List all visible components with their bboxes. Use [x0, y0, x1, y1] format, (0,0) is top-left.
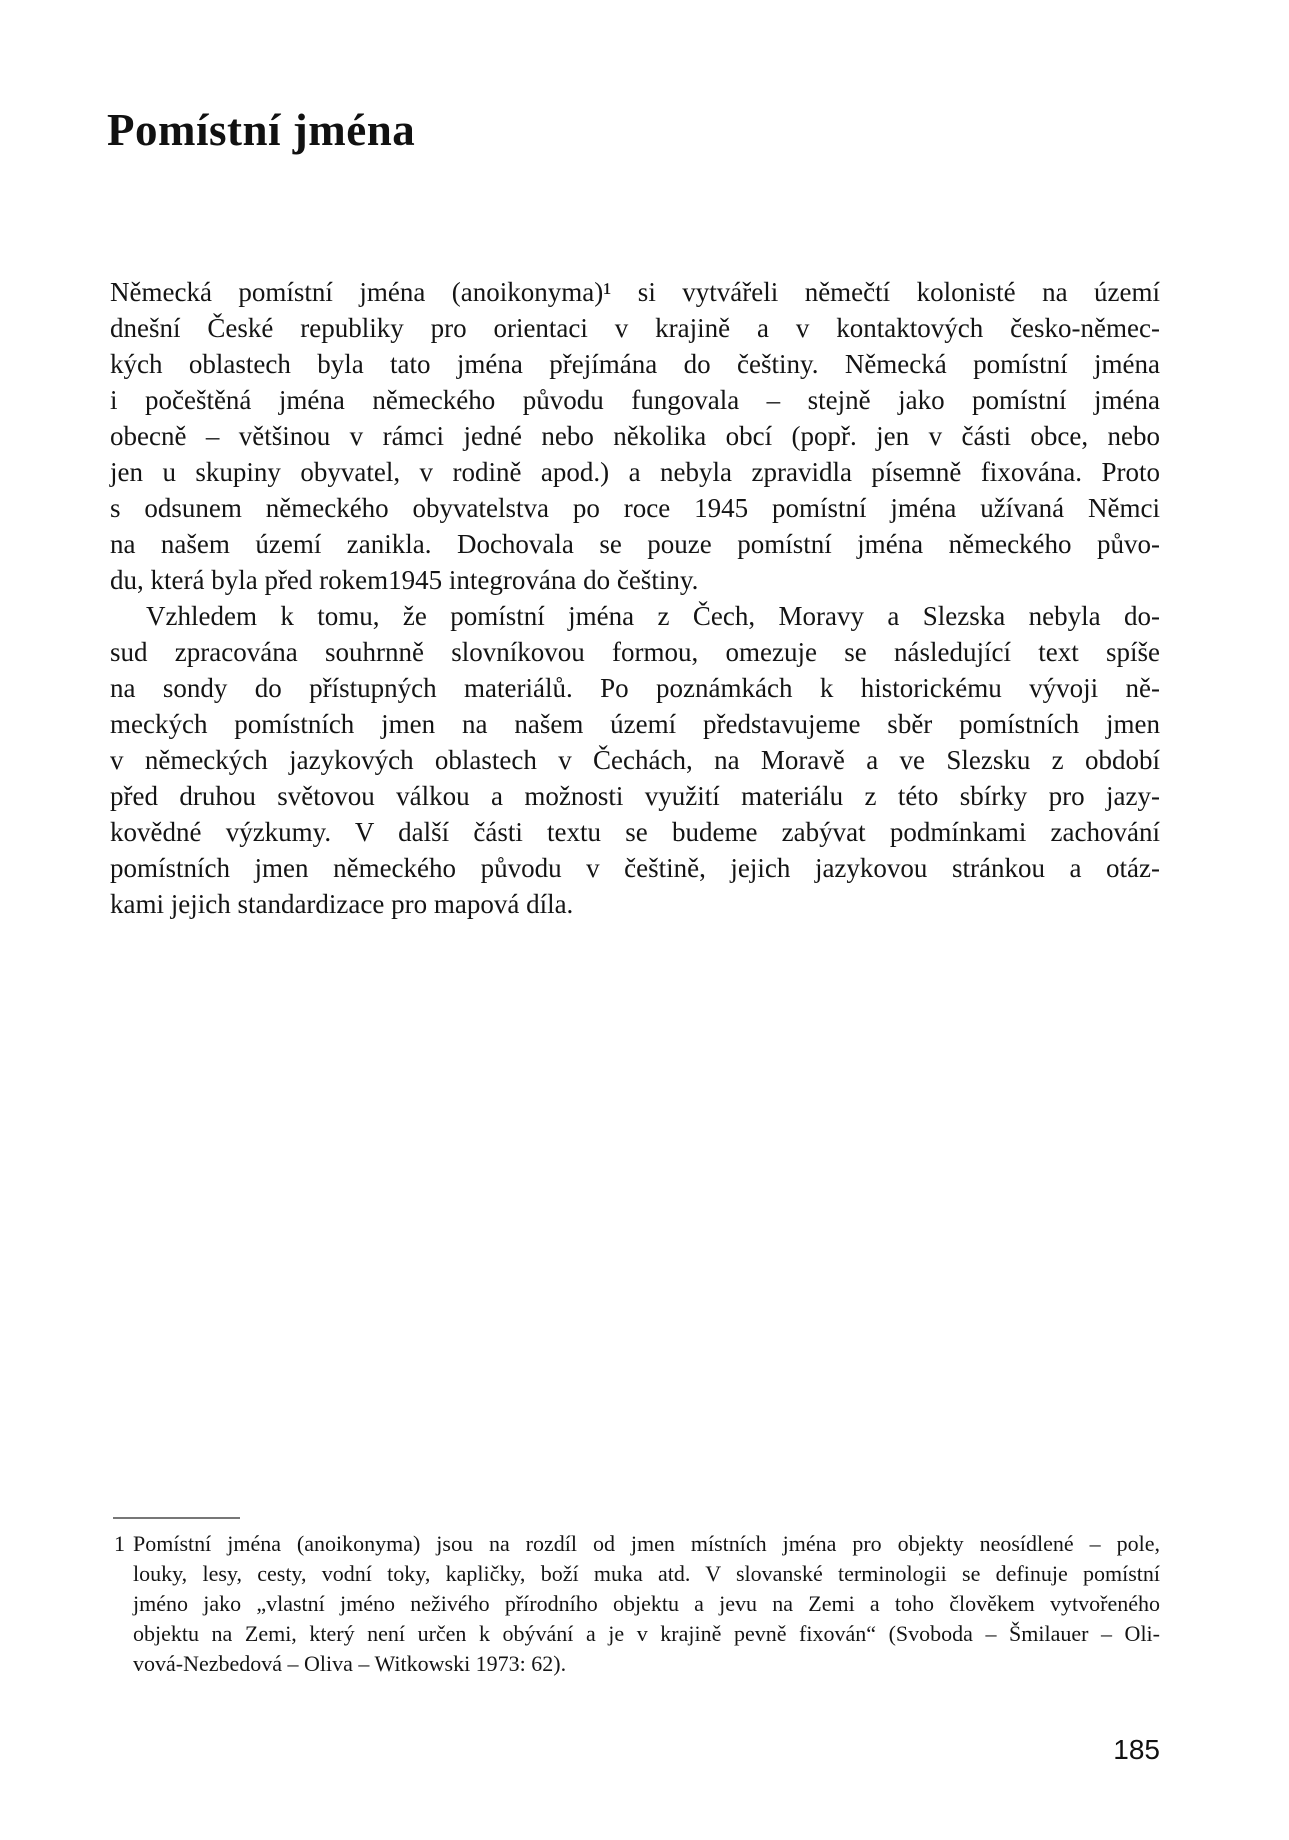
- text-line: jméno jako „vlastní jméno neživého přírodního objektu a jevu na Zemi a toho člověkem vytvořeného: [133, 1591, 1160, 1616]
- page-number: 185: [1113, 1734, 1160, 1765]
- paragraph-2: [110, 598, 1160, 922]
- footnote-separator: [113, 1517, 240, 1519]
- text-line: na našem území zanikla. Dochovala se pouze pomístní jména německého půvo-: [110, 529, 1160, 559]
- text-line: v německých jazykových oblastech v Čechách, na Moravě a ve Slezsku z období: [110, 745, 1160, 775]
- text-line: pomístních jmen německého původu v češtině, jejich jazykovou stránkou a otáz-: [110, 853, 1160, 883]
- text-line: kami jejich standardizace pro mapová díla.: [110, 889, 574, 919]
- text-line: na sondy do přístupných materiálů. Po poznámkách k historickému vývoji ně-: [110, 673, 1160, 703]
- text-line: kých oblastech byla tato jména přejímána do češtiny. Německá pomístní jména: [110, 349, 1160, 379]
- body-text: [110, 274, 1160, 922]
- text-line: meckých pomístních jmen na našem území představujeme sběr pomístních jmen: [110, 709, 1160, 739]
- text-line: Německá pomístní jména (anoikonyma)¹ si vytvářeli němečtí kolonisté na území: [110, 277, 1160, 307]
- text-line: Vzhledem k tomu, že pomístní jména z Čech, Moravy a Slezska nebyla do-: [146, 601, 1160, 631]
- footnote-text: [133, 1529, 1160, 1679]
- text-line: louky, lesy, cesty, vodní toky, kapličky, boží muka atd. V slovanské terminologii se definuje pomístní: [133, 1561, 1160, 1586]
- page-title: Pomístní jména: [107, 105, 416, 155]
- text-line: sud zpracována souhrnně slovníkovou formou, omezuje se následující text spíše: [110, 637, 1160, 667]
- text-line: kovědné výzkumy. V další části textu se budeme zabývat podmínkami zachování: [110, 817, 1160, 847]
- footnote: [110, 1500, 1160, 1679]
- text-line: jen u skupiny obyvatel, v rodině apod.) a nebyla zpravidla písemně fixována. Proto: [110, 457, 1160, 487]
- text-line: vová-Nezbedová – Oliva – Witkowski 1973: 62).: [133, 1651, 567, 1676]
- text-line: du, která byla před rokem1945 integrována do češtiny.: [110, 565, 699, 595]
- text-line: i počeštěná jména německého původu fungovala – stejně jako pomístní jména: [110, 385, 1160, 415]
- text-line: před druhou světovou válkou a možnosti využití materiálu z této sbírky pro jazy-: [110, 781, 1160, 811]
- text-line: dnešní České republiky pro orientaci v krajině a v kontaktových česko-němec-: [110, 313, 1160, 343]
- footnote-body: [110, 1529, 1160, 1679]
- footnote-marker: 1: [114, 1531, 125, 1556]
- text-line: obecně – většinou v rámci jedné nebo několika obcí (popř. jen v části obce, nebo: [110, 421, 1160, 451]
- text-line: s odsunem německého obyvatelstva po roce 1945 pomístní jména užívaná Němci: [110, 493, 1160, 523]
- text-line: objektu na Zemi, který není určen k obývání a je v krajině pevně fixován“ (Svoboda – Šmilauer – Oli-: [133, 1621, 1160, 1646]
- paragraph-1: [110, 274, 1160, 598]
- text-line: Pomístní jména (anoikonyma) jsou na rozdíl od jmen místních jména pro objekty neosídlené – pole,: [133, 1531, 1160, 1556]
